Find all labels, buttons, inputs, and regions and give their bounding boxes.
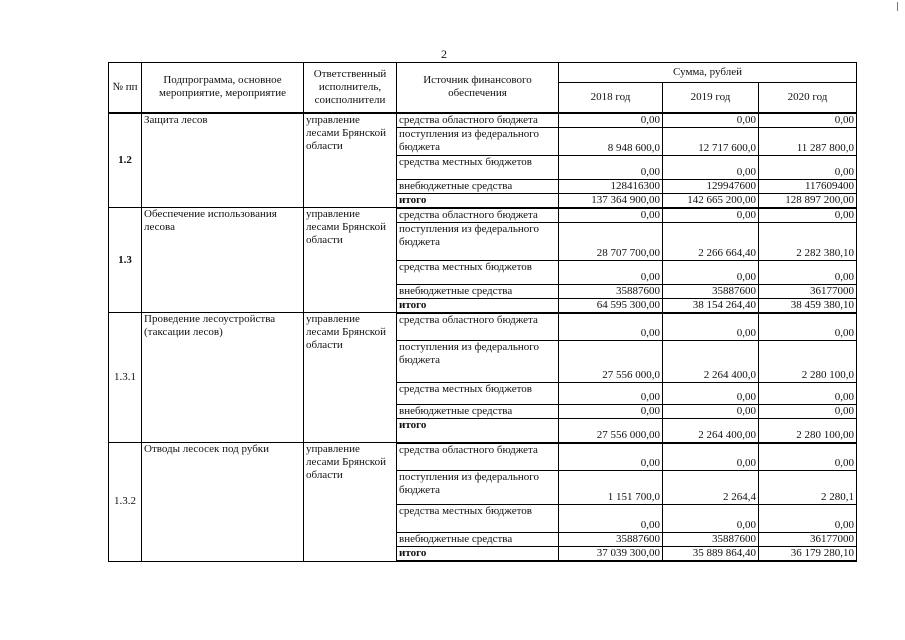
amount-2019: 2 264 400,0 (663, 341, 759, 383)
amount-2019: 12 717 600,0 (663, 127, 759, 155)
funding-source: средства местных бюджетов (397, 155, 559, 179)
funding-source: внебюджетные средства (397, 284, 559, 298)
amount-2018: 35887600 (559, 284, 663, 298)
amount-2018: 64 595 300,00 (559, 298, 663, 313)
amount-2019: 0,00 (663, 443, 759, 471)
item-name: Отводы лесосек под рубки (142, 443, 304, 562)
header-year-2020: 2020 год (759, 83, 857, 113)
amount-2018: 137 364 900,00 (559, 193, 663, 208)
amount-2020: 0,00 (759, 313, 857, 341)
funding-source: итого (397, 419, 559, 443)
amount-2019: 0,00 (663, 208, 759, 223)
amount-2018: 0,00 (559, 208, 663, 223)
amount-2019: 2 266 664,40 (663, 222, 759, 260)
header-sum: Сумма, рублей (559, 63, 857, 83)
item-number: 1.3.1 (109, 313, 142, 443)
amount-2020: 36177000 (759, 284, 857, 298)
funding-source: поступления из федерального бюджета (397, 341, 559, 383)
amount-2020: 0,00 (759, 405, 857, 419)
amount-2019: 35887600 (663, 284, 759, 298)
amount-2020: 11 287 800,0 (759, 127, 857, 155)
amount-2018: 0,00 (559, 155, 663, 179)
header-executor: Ответственный исполнитель, соисполнители (304, 63, 397, 113)
item-name: Проведение лесоустройства (таксации лесов) (142, 313, 304, 443)
funding-source: поступления из федерального бюджета (397, 222, 559, 260)
table-row (109, 313, 857, 341)
amount-2020: 2 282 380,10 (759, 222, 857, 260)
amount-2018: 35887600 (559, 533, 663, 547)
amount-2019: 142 665 200,00 (663, 193, 759, 208)
amount-2020: 2 280 100,0 (759, 341, 857, 383)
funding-source: средства областного бюджета (397, 313, 559, 341)
amount-2020: 0,00 (759, 208, 857, 223)
funding-source: внебюджетные средства (397, 179, 559, 193)
funding-source: итого (397, 547, 559, 562)
header-year-2018: 2018 год (559, 83, 663, 113)
header-year-2019: 2019 год (663, 83, 759, 113)
amount-2018: 0,00 (559, 260, 663, 284)
page-number: 2 (441, 47, 447, 61)
amount-2019: 35887600 (663, 533, 759, 547)
amount-2020: 0,00 (759, 155, 857, 179)
amount-2018: 1 151 700,0 (559, 471, 663, 505)
amount-2018: 0,00 (559, 113, 663, 128)
amount-2018: 0,00 (559, 505, 663, 533)
header-source: Источник финансового обеспечения (397, 63, 559, 113)
table-header (109, 63, 857, 113)
amount-2020: 36177000 (759, 533, 857, 547)
funding-source: поступления из федерального бюджета (397, 127, 559, 155)
amount-2018: 8 948 600,0 (559, 127, 663, 155)
amount-2018: 0,00 (559, 405, 663, 419)
funding-source: средства местных бюджетов (397, 260, 559, 284)
amount-2019: 129947600 (663, 179, 759, 193)
amount-2020: 0,00 (759, 260, 857, 284)
amount-2018: 0,00 (559, 383, 663, 405)
amount-2019: 2 264 400,00 (663, 419, 759, 443)
item-number: 1.3.2 (109, 443, 142, 562)
amount-2019: 0,00 (663, 313, 759, 341)
scan-edge-mark (897, 2, 898, 11)
item-name: Обеспечение использования лесова (142, 208, 304, 313)
amount-2020: 36 179 280,10 (759, 547, 857, 562)
table-row (109, 443, 857, 471)
amount-2019: 0,00 (663, 505, 759, 533)
table-body (109, 113, 857, 562)
funding-source: внебюджетные средства (397, 405, 559, 419)
amount-2018: 27 556 000,0 (559, 341, 663, 383)
amount-2020: 0,00 (759, 113, 857, 128)
amount-2020: 128 897 200,00 (759, 193, 857, 208)
funding-source: средства местных бюджетов (397, 383, 559, 405)
amount-2018: 37 039 300,00 (559, 547, 663, 562)
amount-2019: 2 264,4 (663, 471, 759, 505)
amount-2020: 0,00 (759, 505, 857, 533)
amount-2019: 0,00 (663, 383, 759, 405)
amount-2018: 27 556 000,00 (559, 419, 663, 443)
funding-source: итого (397, 193, 559, 208)
amount-2019: 0,00 (663, 155, 759, 179)
table-row (109, 208, 857, 223)
amount-2019: 38 154 264,40 (663, 298, 759, 313)
amount-2018: 0,00 (559, 443, 663, 471)
item-number: 1.2 (109, 113, 142, 208)
amount-2019: 0,00 (663, 260, 759, 284)
amount-2019: 0,00 (663, 405, 759, 419)
item-number: 1.3 (109, 208, 142, 313)
amount-2019: 35 889 864,40 (663, 547, 759, 562)
amount-2018: 28 707 700,00 (559, 222, 663, 260)
item-name: Защита лесов (142, 113, 304, 208)
funding-source: средства областного бюджета (397, 443, 559, 471)
header-subprogram: Подпрограмма, основное мероприятие, мероприятие (142, 63, 304, 113)
funding-source: поступления из федерального бюджета (397, 471, 559, 505)
funding-source: внебюджетные средства (397, 533, 559, 547)
item-executor: управление лесами Брянской области (304, 443, 397, 562)
funding-source: средства областного бюджета (397, 208, 559, 223)
amount-2020: 2 280 100,00 (759, 419, 857, 443)
amount-2020: 0,00 (759, 443, 857, 471)
amount-2019: 0,00 (663, 113, 759, 128)
funding-source: средства областного бюджета (397, 113, 559, 128)
amount-2018: 0,00 (559, 313, 663, 341)
funding-source: средства местных бюджетов (397, 505, 559, 533)
amount-2020: 117609400 (759, 179, 857, 193)
amount-2020: 38 459 380,10 (759, 298, 857, 313)
funding-source: итого (397, 298, 559, 313)
amount-2020: 2 280,1 (759, 471, 857, 505)
item-executor: управление лесами Брянской области (304, 113, 397, 208)
amount-2018: 128416300 (559, 179, 663, 193)
item-executor: управление лесами Брянской области (304, 313, 397, 443)
table-row (109, 113, 857, 128)
header-num: № пп (109, 63, 142, 113)
item-executor: управление лесами Брянской области (304, 208, 397, 313)
budget-table (108, 62, 857, 562)
amount-2020: 0,00 (759, 383, 857, 405)
